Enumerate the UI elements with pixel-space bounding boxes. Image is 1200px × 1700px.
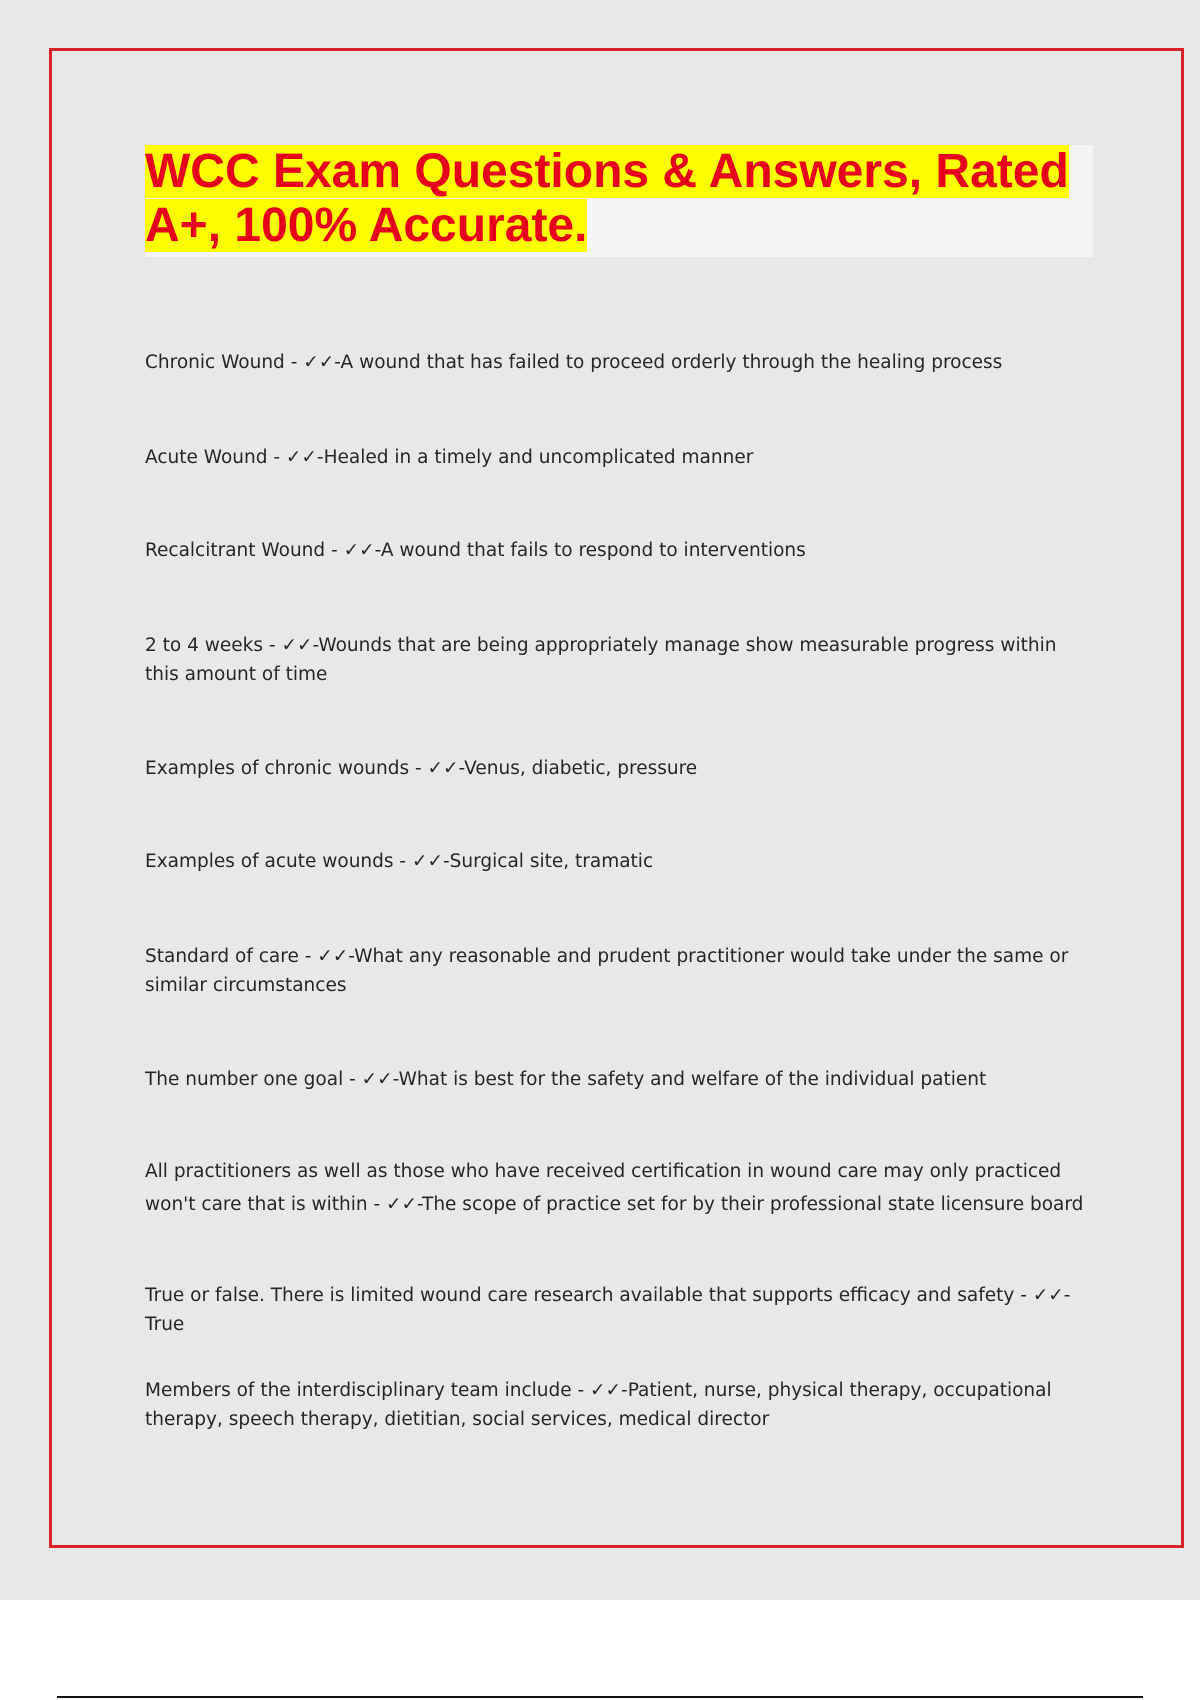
qa-checkmarks: - ✓✓- [393,851,450,872]
qa-term: Standard of care [145,946,299,967]
qa-term: Acute Wound [145,447,268,468]
qa-checkmarks: - ✓✓- [343,1069,399,1090]
qa-checkmarks: - ✓✓- [1014,1285,1069,1306]
qa-term: Examples of acute wounds [145,851,394,872]
qa-answer: Patient, nurse, physical therapy, occupational therapy, speech therapy, dietitian, social services, medical director [145,1380,1052,1430]
qa-item-acute-wound [145,443,1095,472]
qa-checkmarks: - ✓✓- [298,946,355,967]
qa-checkmarks: - ✓✓- [571,1380,628,1401]
qa-term: The number one goal [145,1069,344,1090]
qa-checkmarks: - ✓✓- [325,540,381,561]
qa-answer: A wound that fails to respond to interventions [380,540,806,561]
qa-term: All practitioners as well as those who have received certification in wound care may only practiced won't care that is within [145,1161,1062,1215]
qa-answer: Surgical site, tramatic [449,851,654,872]
title-line-2: A+, 100% Accurate. [145,199,588,252]
qa-answer: True [145,1314,185,1335]
qa-checkmarks: - ✓✓- [284,352,341,373]
qa-answer: Healed in a timely and uncomplicated manner [323,447,754,468]
document-title [145,145,1093,253]
qa-term: Members of the interdisciplinary team include [145,1380,572,1401]
qa-answer: Wounds that are being appropriately manage show measurable progress within this amount of time [145,635,1057,685]
qa-answer: What any reasonable and prudent practitioner would take under the same or similar circumstances [145,946,1069,996]
qa-item-acute-examples [145,847,1095,876]
qa-item-interdisciplinary-team [145,1376,1095,1434]
qa-term: True or false. There is limited wound care research available that supports efficacy and safety [145,1285,1015,1306]
title-line-1: WCC Exam Questions & Answers, Rated [145,145,1069,198]
qa-checkmarks: - ✓✓- [263,635,319,656]
qa-answer: The scope of practice set for by their professional state licensure board [422,1194,1084,1215]
qa-item-2-to-4-weeks [145,631,1095,689]
qa-term: Recalcitrant Wound [145,540,326,561]
qa-item-true-or-false [145,1281,1095,1339]
qa-term: Examples of chronic wounds [145,758,410,779]
qa-term: Chronic Wound [145,352,285,373]
qa-checkmarks: - ✓✓- [409,758,465,779]
qa-item-recalcitrant-wound [145,536,1095,565]
qa-item-number-one-goal [145,1065,1095,1094]
title-block [145,145,1093,257]
qa-answer: Venus, diabetic, pressure [464,758,698,779]
qa-answer: A wound that has failed to proceed orderly through the healing process [340,352,1003,373]
qa-checkmarks: - ✓✓- [367,1194,423,1215]
qa-item-standard-of-care [145,942,1095,1000]
qa-term: 2 to 4 weeks [145,635,264,656]
bottom-divider-line [57,1696,1143,1698]
qa-item-chronic-wound [145,348,1095,377]
qa-item-chronic-examples [145,754,1095,783]
qa-checkmarks: - ✓✓- [267,447,324,468]
qa-item-scope-of-practice [145,1155,1095,1221]
qa-answer: What is best for the safety and welfare of the individual patient [398,1069,987,1090]
